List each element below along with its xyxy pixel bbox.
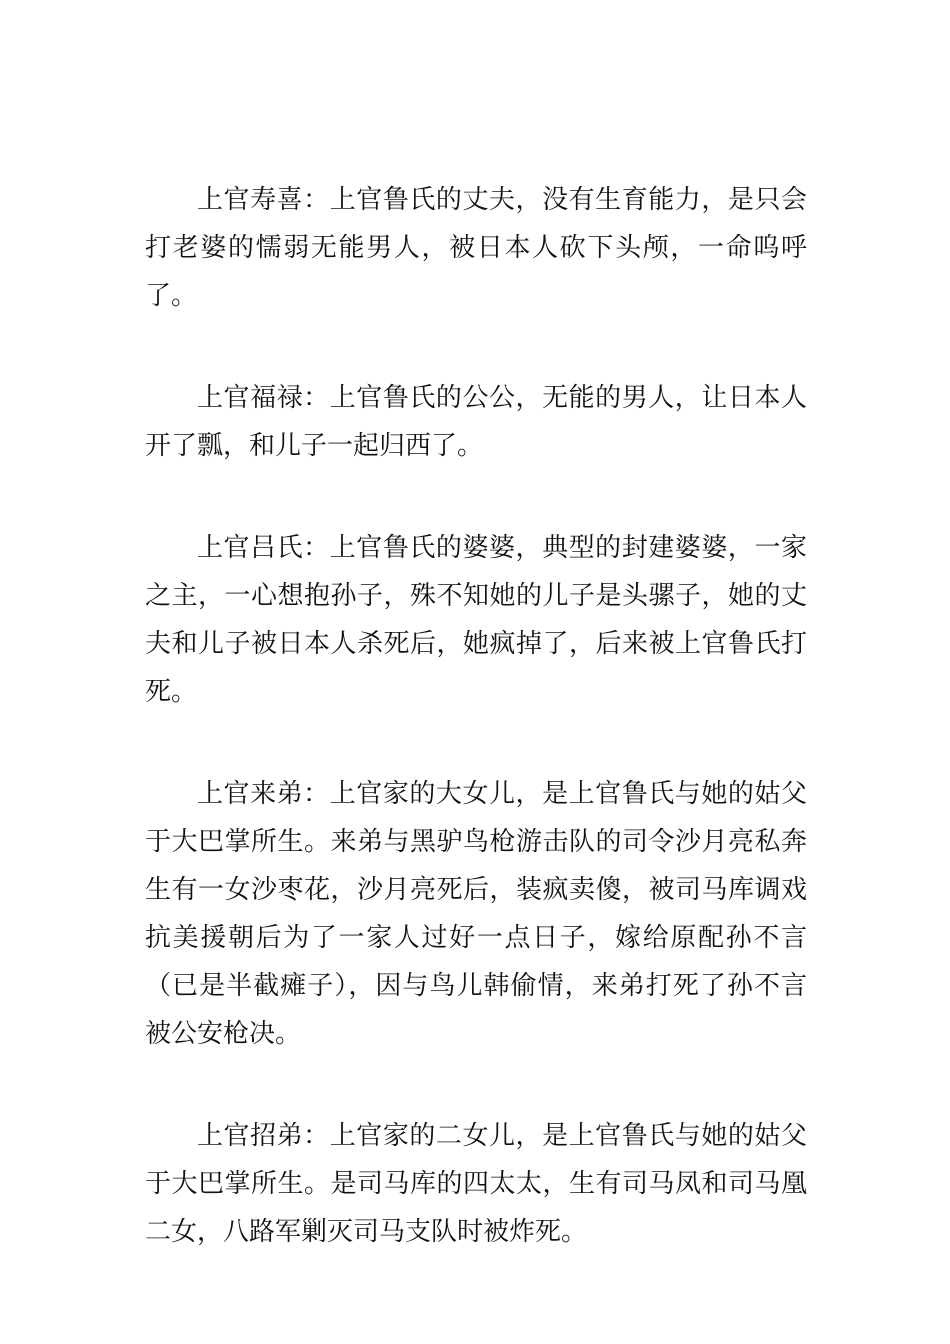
paragraph-shangguan-zhaodi: 上官招弟：上官家的二女儿，是上官鲁氏与她的姑父于大巴掌所生。是司马库的四太太，生有司马凤和司马凰二女，八路军剿灭司马支队时被炸死。 <box>145 1121 807 1247</box>
paragraph-shangguan-shouxi: 上官寿喜：上官鲁氏的丈夫，没有生育能力，是只会打老婆的懦弱无能男人，被日本人砍下头颅，一命呜呼了。 <box>145 185 807 311</box>
paragraph-shangguan-lushi: 上官吕氏：上官鲁氏的婆婆，典型的封建婆婆，一家之主，一心想抱孙子，殊不知她的儿子是头骡子，她的丈夫和儿子被日本人杀死后，她疯掉了，后来被上官鲁氏打死。 <box>145 533 807 707</box>
paragraph-shangguan-laidi: 上官来弟：上官家的大女儿，是上官鲁氏与她的姑父于大巴掌所生。来弟与黑驴鸟枪游击队的司令沙月亮私奔生有一女沙枣花，沙月亮死后，装疯卖傻，被司马库调戏抗美援朝后为了一家人过好一点日子，嫁给原配孙不言（已是半截瘫子），因与鸟儿韩偷情，来弟打死了孙不言被公安枪决。 <box>145 779 807 1049</box>
document-body <box>145 176 807 1310</box>
paragraph-shangguan-fulu: 上官福禄：上官鲁氏的公公，无能的男人，让日本人开了瓢，和儿子一起归西了。 <box>145 383 807 461</box>
